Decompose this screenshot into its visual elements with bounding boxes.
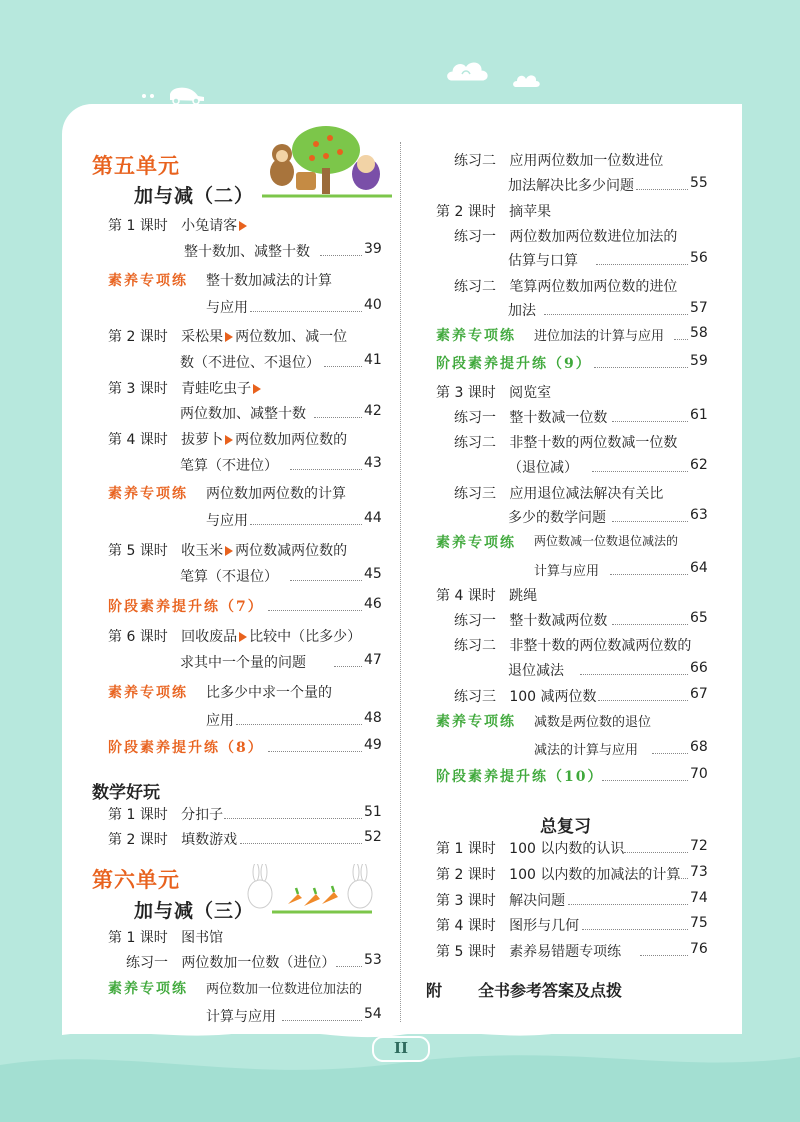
leader-dots <box>224 818 362 819</box>
toc-entry-e41[interactable] <box>454 610 607 630</box>
lesson-title: 分扣子 <box>181 807 224 823</box>
page-number: 72 <box>690 838 708 854</box>
leader-dots <box>612 421 688 422</box>
column-divider <box>400 142 401 1022</box>
toc-detail: 比多少中求一个量的 <box>206 685 332 701</box>
page-number: 56 <box>690 250 708 266</box>
lesson-label: 第 5 课时 <box>108 543 168 559</box>
exercise-title: 两位数加两位数进位加法的 <box>509 229 678 245</box>
page-number: 48 <box>364 710 382 726</box>
toc-entry-e31[interactable] <box>454 407 607 427</box>
page-number: 76 <box>690 941 708 957</box>
lesson-title: 图形与几何 <box>509 918 580 934</box>
page-number: 44 <box>364 510 382 526</box>
leader-dots <box>568 904 688 905</box>
page-number: 68 <box>690 739 708 755</box>
lesson-label: 第 4 课时 <box>108 432 168 448</box>
toc-entry-u6l1[interactable] <box>108 927 223 947</box>
toc-entry-r-l4[interactable] <box>436 585 537 605</box>
toc-detail: 计算与应用 <box>534 564 600 579</box>
lesson-label: 第 2 课时 <box>436 867 496 883</box>
leader-dots <box>652 753 688 754</box>
page-number: 54 <box>364 1006 382 1022</box>
lesson-title: 阅览室 <box>509 385 552 401</box>
exercise-label: 练习二 <box>454 638 496 654</box>
unit5-subtitle: 加与减（二） <box>134 185 255 207</box>
stage-practice-tag[interactable]: 阶段素养提升练（8） <box>108 740 264 756</box>
lesson-label: 第 4 课时 <box>436 918 496 934</box>
toc-detail: 整十数加减法的计算 <box>206 273 332 289</box>
toc-detail: 两位数加、减整十数 <box>180 406 306 422</box>
exercise-label: 练习一 <box>454 229 496 245</box>
exercise-title: 非整十数的两位数减两位数的 <box>509 638 692 654</box>
lesson-title: 拔萝卜 <box>181 432 224 448</box>
leader-dots <box>674 339 688 340</box>
page-number: 61 <box>690 407 708 423</box>
leader-dots <box>334 666 362 667</box>
lesson-title: 收玉米 <box>181 543 224 559</box>
page-number: 49 <box>364 737 382 753</box>
practice-tag: 素养专项练 <box>108 273 188 289</box>
leader-dots <box>602 780 688 781</box>
leader-dots <box>594 367 688 368</box>
arrow-icon <box>253 384 261 394</box>
toc-detail: 笔算（不退位） <box>180 569 278 585</box>
lesson-title: 摘苹果 <box>509 204 552 220</box>
leader-dots <box>592 471 688 472</box>
page-number: 46 <box>364 596 382 612</box>
toc-detail: （退位减） <box>508 460 578 476</box>
toc-detail: 与应用 <box>206 513 248 529</box>
page-number: 42 <box>364 403 382 419</box>
unit6-title: 第六单元 <box>92 868 180 892</box>
lesson-title: 解决问题 <box>509 893 566 909</box>
lesson-title: 小兔请客 <box>181 218 238 234</box>
review-title: 总复习 <box>540 817 591 837</box>
exercise-label: 练习二 <box>454 279 496 295</box>
exercise-label: 练习三 <box>454 486 496 502</box>
page-number: 74 <box>690 890 708 906</box>
toc-detail: 退位减法 <box>508 663 564 679</box>
lesson-label: 第 5 课时 <box>436 944 496 960</box>
toc-entry-l6[interactable] <box>108 626 361 646</box>
toc-detail: 减数是两位数的退位 <box>534 715 652 730</box>
lesson-title: 100 以内数的加减法的计算 <box>509 867 681 883</box>
page-number: 51 <box>364 804 382 820</box>
exercise-title: 应用两位数加一位数进位 <box>509 153 664 169</box>
toc-detail: 加法解决比多少问题 <box>508 178 634 194</box>
lesson-title: 素养易错题专项练 <box>509 944 622 960</box>
toc-detail: 减法的计算与应用 <box>534 743 639 758</box>
leader-dots <box>336 966 362 967</box>
toc-entry-l4[interactable] <box>108 429 347 449</box>
arrow-icon <box>225 332 233 342</box>
toc-entry-e2[interactable] <box>454 150 663 170</box>
fun-math-title: 数学好玩 <box>92 783 160 803</box>
toc-detail: 求其中一个量的问题 <box>180 655 306 671</box>
exercise-label: 练习二 <box>454 153 496 169</box>
page-number: 53 <box>364 952 382 968</box>
lesson-title: 跳绳 <box>509 588 538 604</box>
exercise-title: 笔算两位数加两位数的进位 <box>509 279 678 295</box>
lesson-title: 青蛙吃虫子 <box>181 381 252 397</box>
arrow-icon <box>225 435 233 445</box>
toc-detail: 应用 <box>206 713 234 729</box>
leader-dots <box>320 255 362 256</box>
page-number: 66 <box>690 660 708 676</box>
toc-entry-r5[interactable] <box>436 941 621 961</box>
page-number: 73 <box>690 864 708 880</box>
toc-detail: 整十数加、减整十数 <box>184 244 310 260</box>
cloud-icon <box>512 72 540 90</box>
toc-entry-l5[interactable] <box>108 540 347 560</box>
page-number: 65 <box>690 610 708 626</box>
lesson-title: 100 以内数的认识 <box>509 841 625 857</box>
leader-dots <box>544 314 688 315</box>
toc-detail: 两位数减两位数的 <box>235 543 348 559</box>
lesson-title: 填数游戏 <box>181 832 238 848</box>
stage-practice-tag[interactable]: 阶段素养提升练（7） <box>108 599 264 615</box>
page-number: 63 <box>690 507 708 523</box>
page-number: 41 <box>364 352 382 368</box>
practice-tag: 素养专项练 <box>108 486 188 502</box>
lesson-label: 第 3 课时 <box>436 893 496 909</box>
toc-entry-e32[interactable] <box>454 432 677 452</box>
practice-tag: 素养专项练 <box>108 685 188 701</box>
exercise-label: 练习二 <box>454 435 496 451</box>
unit5-title: 第五单元 <box>92 154 180 178</box>
toc-detail: 笔算（不进位） <box>180 458 278 474</box>
toc-detail: 两位数加两位数的 <box>235 432 348 448</box>
arrow-icon <box>239 221 247 231</box>
toc-detail: 估算与口算 <box>508 253 578 269</box>
arrow-icon <box>239 632 247 642</box>
lesson-label: 第 2 课时 <box>436 204 496 220</box>
lesson-label: 第 6 课时 <box>108 629 168 645</box>
lesson-label: 第 1 课时 <box>436 841 496 857</box>
exercise-label: 练习一 <box>126 955 168 971</box>
leader-dots <box>236 724 362 725</box>
lesson-title: 图书馆 <box>181 930 224 946</box>
cloud-icon <box>446 58 490 84</box>
toc-entry-f1[interactable] <box>108 804 223 824</box>
rabbits-carrots-illustration <box>242 864 382 916</box>
leader-dots <box>640 955 688 956</box>
exercise-title: 100 减两位数 <box>509 689 597 705</box>
page-number: 39 <box>364 241 382 257</box>
lesson-title: 回收废品 <box>181 629 238 645</box>
toc-entry-l2[interactable] <box>108 326 347 346</box>
page-number: 57 <box>690 300 708 316</box>
toc-entry-e22[interactable] <box>454 276 677 296</box>
appendix-label: 附 <box>426 981 443 1000</box>
stage-practice-tag[interactable]: 阶段素养提升练（10） <box>436 769 604 785</box>
leader-dots <box>624 852 688 853</box>
practice-tag: 素养专项练 <box>108 981 188 997</box>
page-number: 55 <box>690 175 708 191</box>
toc-entry-r2[interactable] <box>436 864 680 884</box>
page-number: 43 <box>364 455 382 471</box>
exercise-label: 练习三 <box>454 689 496 705</box>
toc-detail: 进位加法的计算与应用 <box>534 329 665 344</box>
exercise-title: 两位数加一位数（进位） <box>181 955 336 971</box>
leader-dots <box>612 624 688 625</box>
page-number: 59 <box>690 353 708 369</box>
leader-dots <box>290 469 362 470</box>
toc-entry-r4[interactable] <box>436 915 579 935</box>
toc-entry-e21[interactable] <box>454 226 677 246</box>
toc-detail: 与应用 <box>206 300 248 316</box>
leader-dots <box>324 366 362 367</box>
leader-dots <box>250 311 362 312</box>
leader-dots <box>268 751 362 752</box>
lesson-label: 第 2 课时 <box>108 329 168 345</box>
page-number: 67 <box>690 686 708 702</box>
page-number: 40 <box>364 297 382 313</box>
leader-dots <box>250 524 362 525</box>
toc-entry-r-l2[interactable] <box>436 201 551 221</box>
toc-entry-e1[interactable] <box>126 952 335 972</box>
page-number-badge: II <box>372 1036 430 1062</box>
lesson-label: 第 1 课时 <box>108 218 168 234</box>
lesson-label: 第 4 课时 <box>436 588 496 604</box>
exercise-title: 应用退位减法解决有关比 <box>509 486 664 502</box>
exercise-title: 整十数减两位数 <box>509 613 608 629</box>
unit6-subtitle: 加与减（三） <box>134 900 255 922</box>
leader-dots <box>282 1020 362 1021</box>
toc-entry-l3[interactable] <box>108 378 263 398</box>
exercise-label: 练习一 <box>454 410 496 426</box>
toc-detail: 两位数加两位数的计算 <box>206 486 346 502</box>
toc-detail: 比较中（比多少） <box>249 629 362 645</box>
page-number: 62 <box>690 457 708 473</box>
leader-dots <box>610 574 688 575</box>
exercise-label: 练习一 <box>454 613 496 629</box>
page-number: 58 <box>690 325 708 341</box>
toc-entry-e33[interactable] <box>454 483 663 503</box>
monkey-tree-illustration <box>262 120 392 200</box>
toc-detail: 两位数加、减一位 <box>235 329 348 345</box>
practice-tag: 素养专项练 <box>436 535 516 551</box>
leader-dots <box>268 610 362 611</box>
leader-dots <box>314 417 362 418</box>
lesson-label: 第 1 课时 <box>108 807 168 823</box>
practice-tag: 素养专项练 <box>436 714 516 730</box>
page-number: 64 <box>690 560 708 576</box>
toc-detail: 多少的数学问题 <box>508 510 606 526</box>
toc-entry-r1[interactable] <box>436 838 624 858</box>
page-number: 75 <box>690 915 708 931</box>
toc-detail: 两位数加一位数进位加法的 <box>206 982 363 997</box>
toc-entry-e42[interactable] <box>454 635 691 655</box>
toc-detail: 数（不进位、不退位） <box>180 355 320 371</box>
toc-entry-e43[interactable] <box>454 686 597 706</box>
leader-dots <box>240 843 362 844</box>
page-number: 52 <box>364 829 382 845</box>
toc-detail: 计算与应用 <box>206 1009 276 1025</box>
leader-dots <box>636 189 688 190</box>
stage-practice-tag[interactable]: 阶段素养提升练（9） <box>436 356 592 372</box>
leader-dots <box>582 929 688 930</box>
toc-detail: 两位数减一位数退位减法的 <box>534 534 679 548</box>
wave-footer <box>0 1005 800 1122</box>
lesson-title: 采松果 <box>181 329 224 345</box>
page-number: 47 <box>364 652 382 668</box>
leader-dots <box>596 264 688 265</box>
lesson-label: 第 1 课时 <box>108 930 168 946</box>
leader-dots <box>598 700 688 701</box>
exercise-title: 整十数减一位数 <box>509 410 608 426</box>
leader-dots <box>678 878 688 879</box>
practice-tag: 素养专项练 <box>436 328 516 344</box>
leader-dots <box>612 521 688 522</box>
exercise-title: 非整十数的两位数减一位数 <box>509 435 678 451</box>
page-number: 45 <box>364 566 382 582</box>
page-number: 70 <box>690 766 708 782</box>
lesson-label: 第 3 课时 <box>436 385 496 401</box>
lesson-label: 第 3 课时 <box>108 381 168 397</box>
toc-entry-r-l3[interactable] <box>436 382 551 402</box>
toc-entry-l1[interactable] <box>108 215 249 235</box>
appendix-title[interactable]: 全书参考答案及点拨 <box>478 981 623 1000</box>
lesson-label: 第 2 课时 <box>108 832 168 848</box>
car-icon <box>140 84 210 106</box>
leader-dots <box>580 674 688 675</box>
leader-dots <box>290 580 362 581</box>
toc-entry-r3[interactable] <box>436 890 565 910</box>
arrow-icon <box>225 546 233 556</box>
toc-detail: 加法 <box>508 303 536 319</box>
toc-entry-f2[interactable] <box>108 829 237 849</box>
